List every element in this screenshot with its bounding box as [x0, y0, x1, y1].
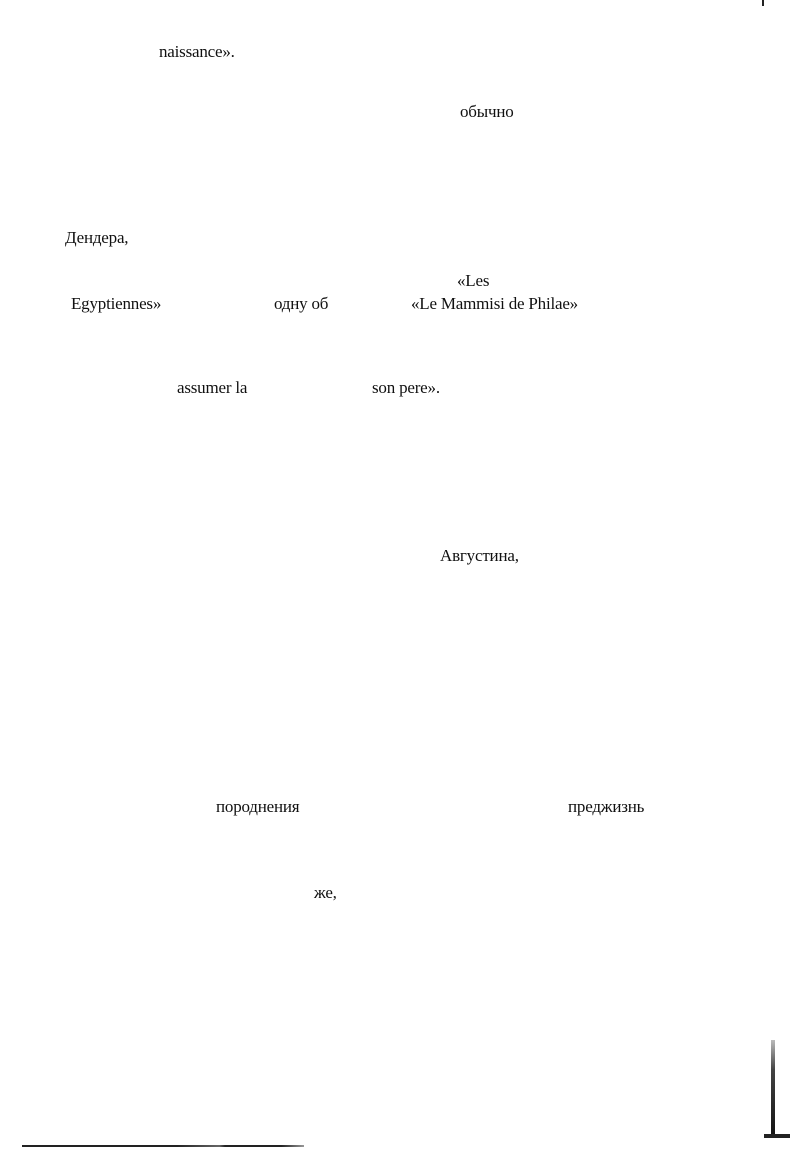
- text-fragment: преджизнь: [568, 797, 645, 816]
- text-fragment: породнения: [216, 797, 300, 816]
- text-fragment: son pere».: [372, 378, 440, 397]
- text-fragment: же,: [314, 883, 337, 902]
- text-fragment: обычно: [460, 102, 514, 121]
- text-fragment: «Le Mammisi de Philae»: [411, 294, 578, 313]
- text-fragment: Августина,: [440, 546, 519, 565]
- scan-edge-line: [22, 1145, 304, 1147]
- scan-edge-bar: [771, 1040, 775, 1138]
- scan-edge-mark: [762, 0, 764, 6]
- text-fragment: assumer la: [177, 378, 248, 397]
- text-fragment: Egyptiennes»: [71, 294, 162, 313]
- text-fragment: «Les: [457, 271, 490, 290]
- text-fragment: Дендера,: [65, 228, 129, 247]
- scan-edge-foot: [764, 1134, 790, 1138]
- text-fragment: naissance».: [159, 42, 235, 61]
- text-fragment: одну об: [274, 294, 329, 313]
